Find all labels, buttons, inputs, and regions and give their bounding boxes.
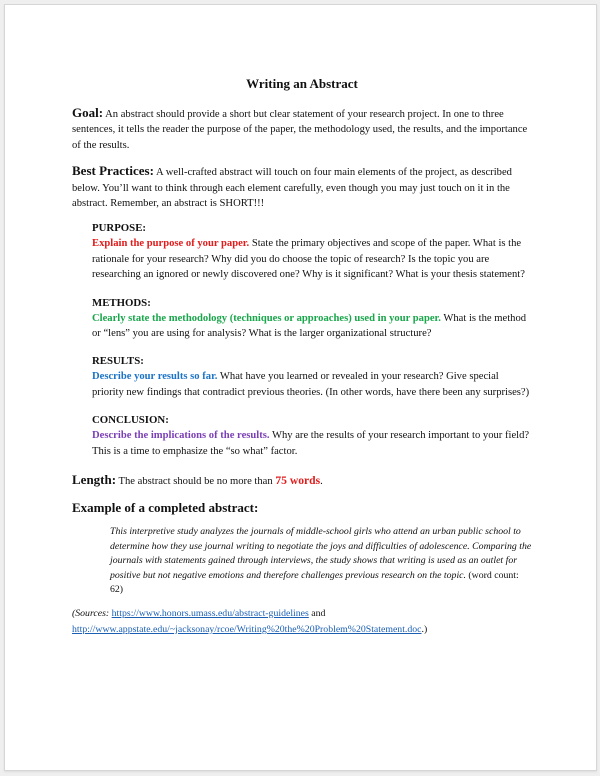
document-page (4, 4, 597, 771)
length-text: The abstract should be no more than (116, 476, 276, 488)
sources-and: and (308, 607, 326, 619)
document-title: Writing an Abstract (246, 76, 358, 91)
conclusion-text: Why are the results of your research important to your field? This is a time to emphasize the “so what” factor. (92, 430, 530, 457)
length-paragraph (72, 472, 532, 489)
document-content (72, 75, 532, 638)
elements-list (92, 221, 532, 459)
example-text: This interpretive study analyzes the journals of middle-school girls who attend an urban public school to determine how they use journal writing to negotiate the joys and difficulties of adolescence. Comparing the journals with statements gained through interviews, the study shows that writing is used as an outlet for positive but not negative emotions and therefore challenges previous research on the topic. (110, 525, 532, 581)
results-body (92, 369, 532, 400)
goal-heading: Goal: (72, 105, 104, 120)
methods-section (92, 296, 532, 342)
methods-title: METHODS: (92, 296, 151, 309)
conclusion-section (92, 413, 532, 459)
methods-highlight: Clearly state the methodology (techniques or approaches) used in your paper. (92, 312, 441, 324)
results-title: RESULTS: (92, 355, 144, 368)
best-practices-text: A well-crafted abstract will touch on four main elements of the project, as described below. You’ll want to think through each element carefully, even though you may just touch on it in the abstract. Remember, an abstract is SHORT!!! (72, 167, 512, 210)
length-limit: 75 words (275, 474, 321, 488)
purpose-text: State the primary objectives and scope of the paper. What is the rationale for your research? Why did you do choose the topic of research? Is the topic you are researching an ignored or newly discovered one? Why is it significant? What is your thesis statement? (92, 238, 525, 281)
best-practices-heading: Best Practices: (72, 163, 154, 179)
conclusion-highlight: Describe the implications of the results. (92, 430, 270, 442)
best-practices-paragraph (72, 163, 532, 211)
goal-paragraph (72, 105, 532, 153)
purpose-title: PURPOSE: (92, 222, 146, 235)
sources-label: (Sources: (72, 607, 112, 619)
length-heading: Length: (72, 472, 117, 488)
example-word-count: (word count: 62) (110, 569, 519, 596)
length-end: . (320, 476, 323, 488)
sources-paragraph (72, 606, 532, 638)
purpose-body (92, 236, 532, 282)
results-text: What have you learned or revealed in your research? Give special priority new findings that contradict previous theories. (In other words, have there been any surprises?) (92, 371, 530, 398)
source-link-umass[interactable]: https://www.honors.umass.edu/abstract-guidelines (111, 607, 309, 619)
methods-text: What is the method or “lens” you are using for analysis? What is the larger organizational structure? (92, 312, 527, 340)
purpose-highlight: Explain the purpose of your paper. (92, 238, 250, 250)
results-section (92, 354, 532, 400)
sources-end: .) (421, 623, 428, 635)
example-heading: Example of a completed abstract: (72, 499, 259, 515)
conclusion-body (92, 428, 532, 459)
results-highlight: Describe your results so far. (92, 371, 218, 383)
goal-text: An abstract should provide a short but clear statement of your research project. In one to three sentences, it tells the reader the purpose of the paper, the methodology used, the results, and the importance of the results. (72, 109, 528, 151)
source-link-appstate[interactable]: http://www.appstate.edu/~jacksonay/rcoe/Writing%20the%20Problem%20Statement.doc (72, 623, 422, 635)
example-abstract (110, 525, 532, 598)
conclusion-title: CONCLUSION: (92, 414, 169, 427)
methods-body (92, 311, 532, 342)
purpose-section (92, 221, 532, 282)
